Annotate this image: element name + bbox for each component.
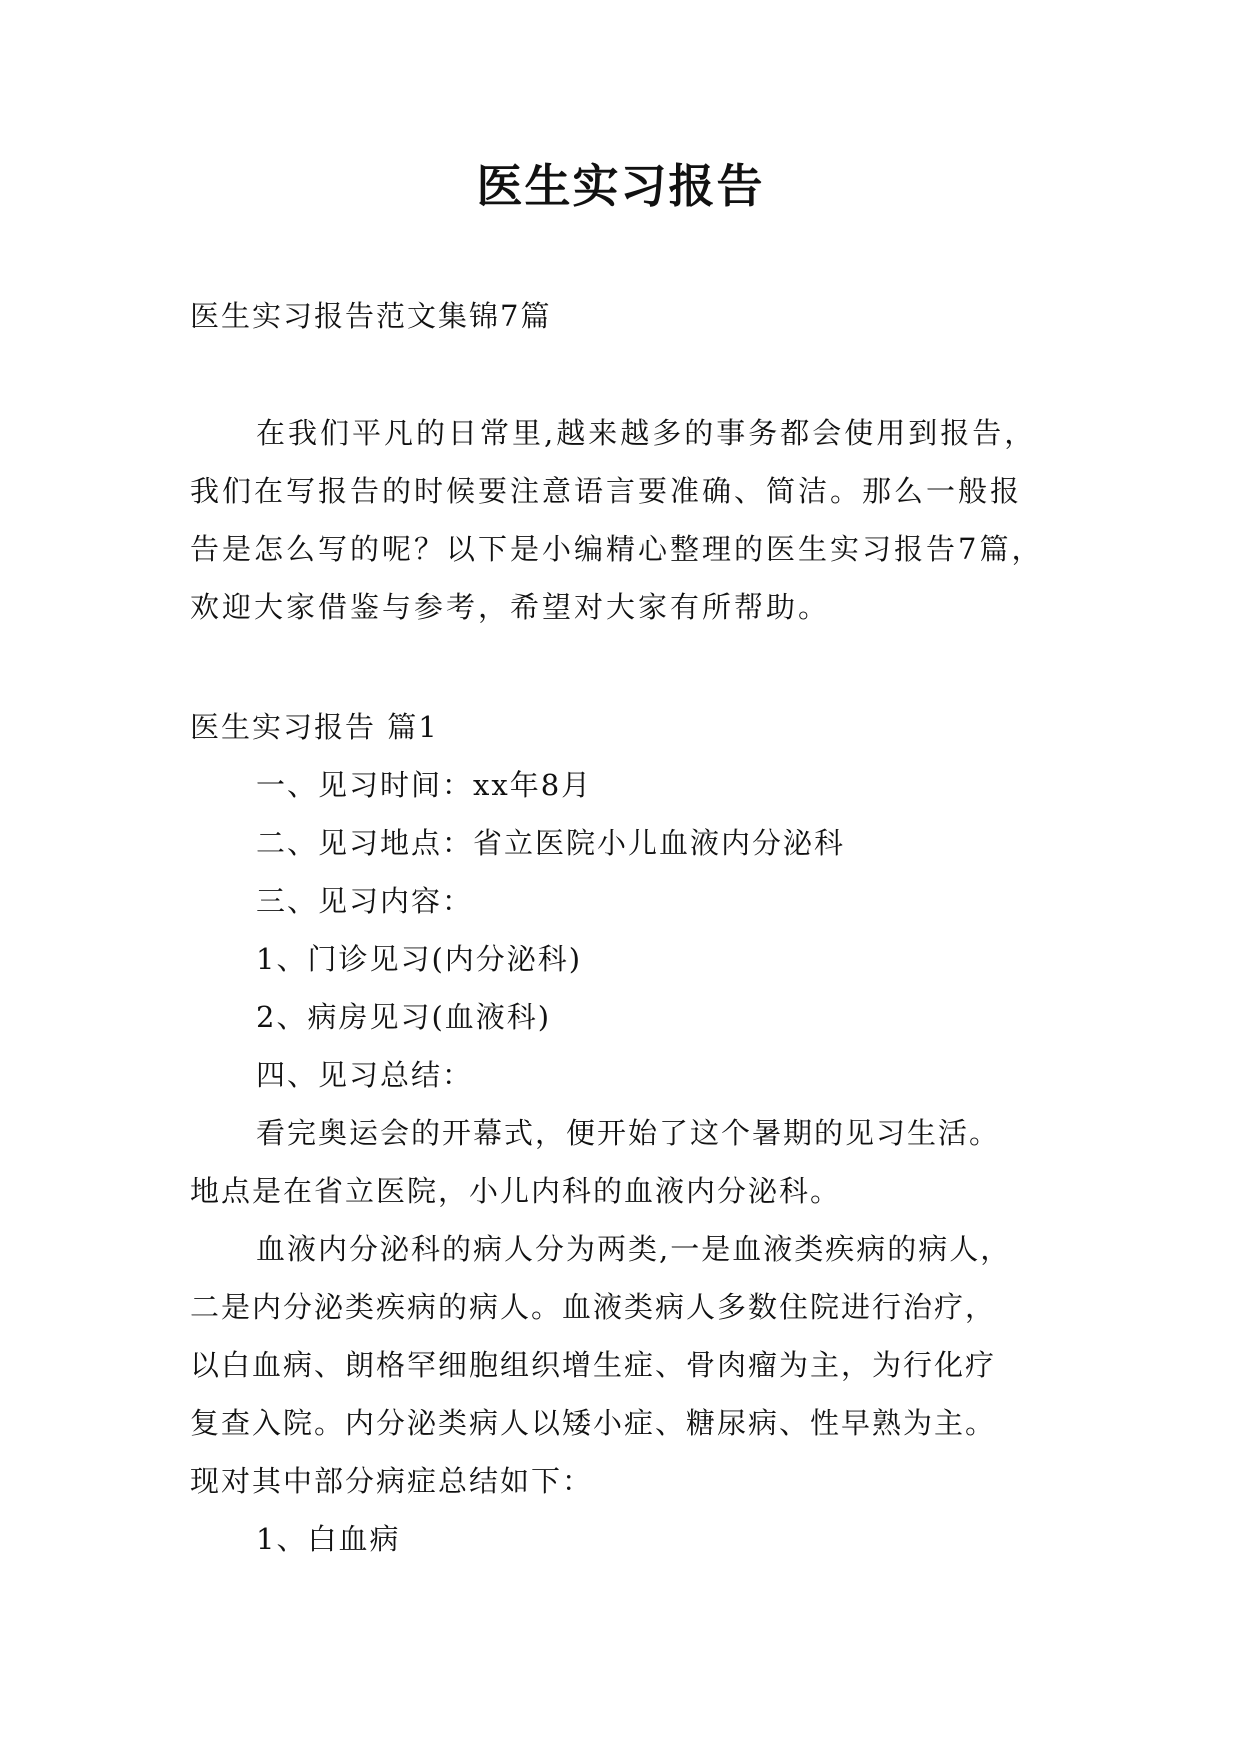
section-heading: 医生实习报告 篇1 (190, 710, 439, 744)
list-item: 1、门诊见习(内分泌科) (256, 942, 583, 976)
subheading: 1、白血病 (256, 1522, 401, 1556)
intro-line: 告是怎么写的呢？以下是小编精心整理的医生实习报告7篇， (190, 532, 1044, 566)
intro-line: 在我们平凡的日常里,越来越多的事务都会使用到报告， (256, 416, 1037, 450)
list-item: 一、见习时间：xx年8月 (256, 768, 593, 802)
paragraph-line: 现对其中部分病症总结如下： (190, 1464, 594, 1498)
section-1 (190, 698, 1070, 1568)
intro-line: 我们在写报告的时候要注意语言要准确、简洁。那么一般报 (190, 474, 1023, 508)
paragraph-line: 二是内分泌类疾病的病人。血液类病人多数住院进行治疗， (190, 1290, 997, 1324)
paragraph-line: 看完奥运会的开幕式，便开始了这个暑期的见习生活。 (256, 1116, 1001, 1150)
intro-line: 欢迎大家借鉴与参考，希望对大家有所帮助。 (190, 590, 831, 624)
paragraph-line: 复查入院。内分泌类病人以矮小症、糖尿病、性早熟为主。 (190, 1406, 997, 1440)
intro-paragraph (190, 404, 1070, 636)
paragraph-line: 地点是在省立医院，小儿内科的血液内分泌科。 (190, 1174, 842, 1208)
list-item: 2、病房见习(血液科) (256, 1000, 552, 1034)
list-item: 二、见习地点：省立医院小儿血液内分泌科 (256, 826, 846, 860)
document-title: 医生实习报告 (476, 159, 765, 213)
paragraph-line: 以白血病、朗格罕细胞组织增生症、骨肉瘤为主，为行化疗 (190, 1348, 997, 1382)
paragraph-line: 血液内分泌科的病人分为两类,一是血液类疾病的病人， (256, 1232, 1012, 1266)
list-item: 三、见习内容： (256, 884, 474, 918)
list-item: 四、见习总结： (256, 1058, 474, 1092)
document-subtitle: 医生实习报告范文集锦7篇 (190, 299, 552, 333)
